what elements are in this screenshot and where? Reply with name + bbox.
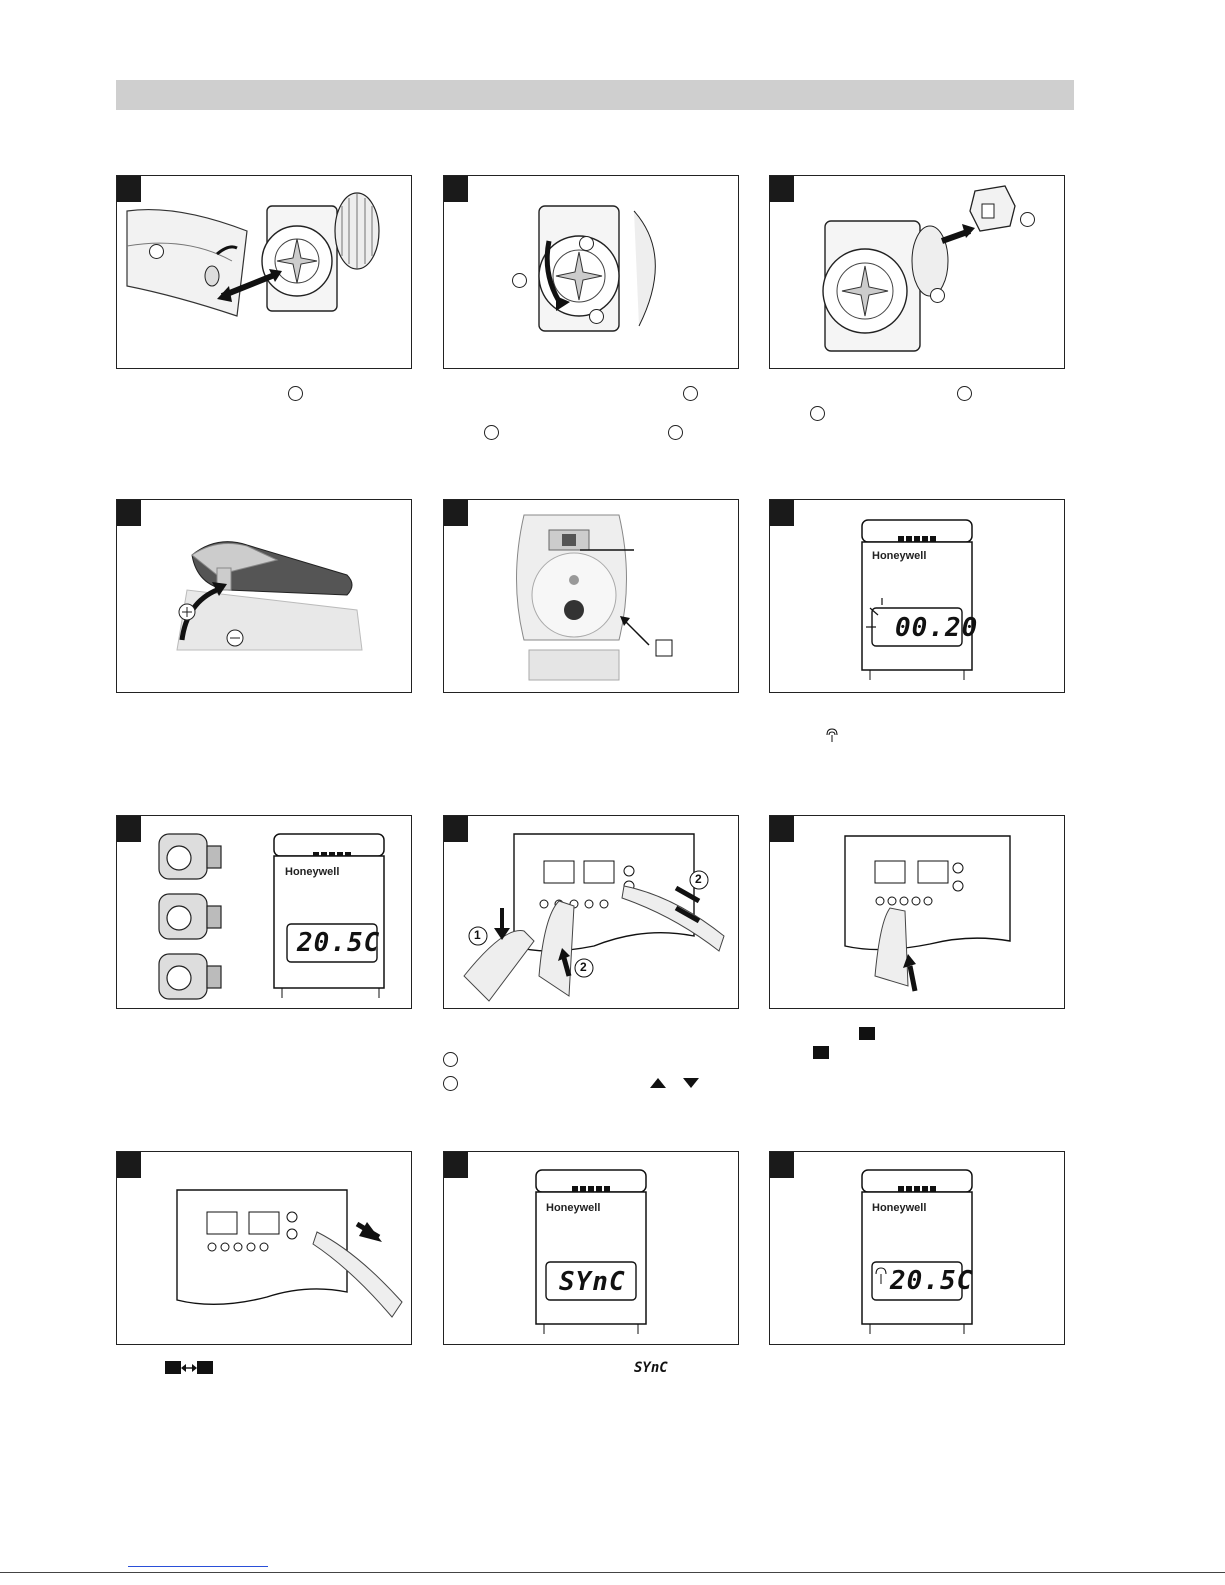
step-panel-11 bbox=[443, 1151, 739, 1345]
battery-compartment-icon bbox=[444, 500, 738, 692]
caption-callout-circle bbox=[683, 386, 698, 401]
footer-link-underline bbox=[128, 1566, 268, 1567]
section-header-bar bbox=[116, 80, 1074, 110]
mode-indicator-block bbox=[197, 1361, 213, 1374]
actuators-and-controller-icon bbox=[117, 816, 411, 1008]
caption-callout-circle bbox=[484, 425, 499, 440]
step-panel-1 bbox=[116, 175, 412, 369]
step-panel-7 bbox=[116, 815, 412, 1009]
caption-callout-circle bbox=[810, 406, 825, 421]
press-bind-button-icon bbox=[117, 1152, 411, 1344]
press-button-icon bbox=[770, 816, 1064, 1008]
caption-sync-symbol: SYnC bbox=[634, 1360, 668, 1376]
callout-circle bbox=[579, 236, 594, 251]
step-panel-5 bbox=[443, 499, 739, 693]
callout-circle bbox=[1020, 212, 1035, 227]
mode-indicator-block bbox=[859, 1027, 875, 1040]
swap-arrow-icon bbox=[181, 1362, 197, 1374]
step-panel-8 bbox=[443, 815, 739, 1009]
lcd-sync-text: SYnC bbox=[559, 1267, 626, 1297]
caption-callout-circle bbox=[668, 425, 683, 440]
step-panel-3 bbox=[769, 175, 1065, 369]
step-panel-4 bbox=[116, 499, 412, 693]
lcd-temperature: 20.5C bbox=[297, 928, 381, 958]
callout-circle bbox=[149, 244, 164, 259]
actuator-mount-icon bbox=[117, 176, 411, 368]
brand-logo: Honeywell bbox=[872, 1202, 927, 1214]
step-panel-10 bbox=[116, 1151, 412, 1345]
caption-callout-circle bbox=[443, 1076, 458, 1091]
caption-callout-circle bbox=[443, 1052, 458, 1067]
press-buttons-icon bbox=[444, 816, 738, 1008]
callout-circle bbox=[512, 273, 527, 288]
brand-logo: Honeywell bbox=[546, 1202, 601, 1214]
sync-display-icon bbox=[444, 1152, 738, 1344]
controller-display-icon bbox=[770, 500, 1064, 692]
mode-indicator-block bbox=[813, 1046, 829, 1059]
dial-rotate-icon bbox=[444, 176, 738, 368]
brand-logo: Honeywell bbox=[872, 550, 927, 562]
antenna-icon bbox=[824, 727, 840, 743]
temperature-display-icon bbox=[770, 1152, 1064, 1344]
lcd-display-value: 00.20 bbox=[895, 613, 979, 643]
step-marker-1: 1 bbox=[474, 928, 481, 942]
step-marker-2b: 2 bbox=[695, 872, 702, 886]
callout-circle bbox=[589, 309, 604, 324]
caption-callout-circle bbox=[957, 386, 972, 401]
adapter-fit-icon bbox=[770, 176, 1064, 368]
battery-cover-icon bbox=[117, 500, 411, 692]
step-marker-2: 2 bbox=[580, 960, 587, 974]
up-arrow-icon bbox=[650, 1078, 666, 1088]
mode-indicator-block bbox=[165, 1361, 181, 1374]
lcd-temperature: 20.5C bbox=[890, 1266, 974, 1296]
step-panel-6 bbox=[769, 499, 1065, 693]
down-arrow-icon bbox=[683, 1078, 699, 1088]
brand-logo: Honeywell bbox=[285, 866, 340, 878]
step-panel-9 bbox=[769, 815, 1065, 1009]
caption-callout-circle bbox=[288, 386, 303, 401]
step-panel-2 bbox=[443, 175, 739, 369]
footer-rule bbox=[0, 1572, 1225, 1573]
callout-circle bbox=[930, 288, 945, 303]
step-panel-12 bbox=[769, 1151, 1065, 1345]
